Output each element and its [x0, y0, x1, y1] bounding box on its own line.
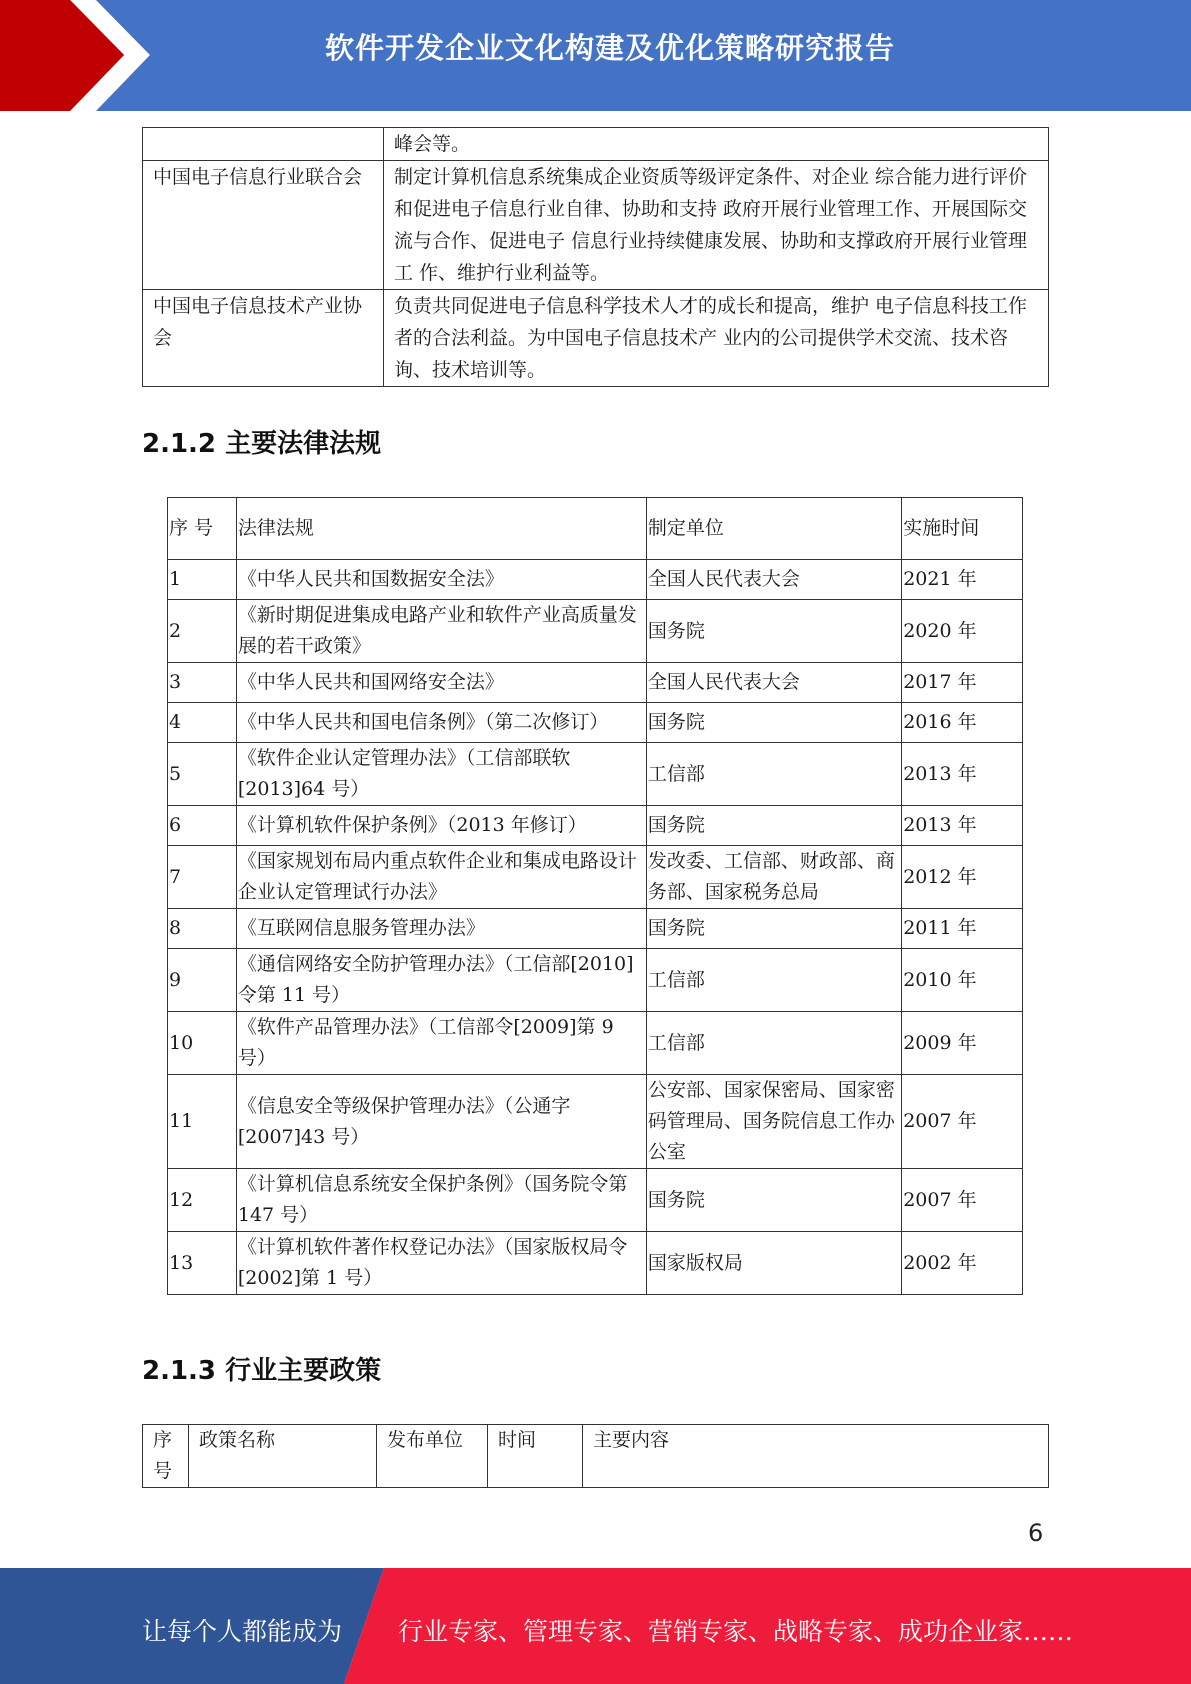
law-date-cell: 2020 年 — [902, 600, 1023, 663]
org-name-cell — [143, 128, 384, 161]
law-unit-cell: 工信部 — [646, 743, 901, 806]
law-name-cell: 《信息安全等级保护管理办法》（公通字[2007]43 号） — [236, 1075, 646, 1169]
law-unit-cell: 国务院 — [646, 600, 901, 663]
law-name-text: 《中华人民共和国电信条例》（第二次修订） — [237, 711, 609, 733]
table-row — [168, 663, 1023, 703]
header-banner — [0, 0, 1191, 111]
law-name-cell: 《软件企业认定管理办法》（工信部联软[2013]64 号） — [236, 743, 646, 806]
table-row — [168, 1169, 1023, 1232]
footer-banner — [0, 1568, 1191, 1684]
law-date-cell: 2016 年 — [902, 703, 1023, 743]
header-cell-date: 实施时间 — [902, 498, 1023, 560]
law-unit-cell: 国务院 — [646, 1169, 901, 1232]
law-date-cell: 2007 年 — [902, 1075, 1023, 1169]
header-cell-no: 序号 — [143, 1425, 189, 1488]
org-name-cell: 中国电子信息技术产业协会 — [143, 290, 384, 387]
law-date-cell: 2011 年 — [902, 909, 1023, 949]
law-unit-cell: 全国人民代表大会 — [646, 560, 901, 600]
law-name-cell: 《计算机软件保护条例》（2013 年修订） — [236, 806, 646, 846]
law-no-cell: 11 — [168, 1075, 237, 1169]
law-no-cell: 4 — [168, 703, 237, 743]
table-row — [168, 806, 1023, 846]
law-name-cell: 《计算机软件著作权登记办法》（国家版权局令[2002]第 1 号） — [236, 1232, 646, 1295]
table-row — [168, 703, 1023, 743]
industry-association-table — [142, 127, 1049, 387]
law-no-cell: 5 — [168, 743, 237, 806]
law-no-cell: 7 — [168, 846, 237, 909]
law-unit-cell: 国务院 — [646, 806, 901, 846]
section-heading-policies: 2.1.3 行业主要政策 — [142, 1356, 382, 1386]
law-unit-cell: 国家版权局 — [646, 1232, 901, 1295]
table-row — [168, 1012, 1023, 1075]
law-name-cell: 《互联网信息服务管理办法》 — [236, 909, 646, 949]
law-no-cell: 2 — [168, 600, 237, 663]
law-date-cell: 2013 年 — [902, 743, 1023, 806]
header-cell-publisher: 发布单位 — [377, 1425, 488, 1488]
header-cell-law: 法律法规 — [236, 498, 646, 560]
law-date-cell: 2010 年 — [902, 949, 1023, 1012]
law-name-cell: 《新时期促进集成电路产业和软件产业高质量发展的若干政策》 — [236, 600, 646, 663]
document-title: 软件开发企业文化构建及优化策略研究报告 — [324, 31, 895, 65]
industry-policy-table — [142, 1424, 1049, 1488]
law-unit-cell: 发改委、工信部、财政部、商务部、国家税务总局 — [646, 846, 901, 909]
law-date-cell: 2013 年 — [902, 806, 1023, 846]
table-header-row — [168, 498, 1023, 560]
table-row — [168, 1232, 1023, 1295]
law-date-cell: 2009 年 — [902, 1012, 1023, 1075]
law-no-cell: 12 — [168, 1169, 237, 1232]
law-unit-cell: 全国人民代表大会 — [646, 663, 901, 703]
law-no-cell: 9 — [168, 949, 237, 1012]
law-date-cell: 2012 年 — [902, 846, 1023, 909]
law-no-cell: 1 — [168, 560, 237, 600]
header-cell-content: 主要内容 — [583, 1425, 1049, 1488]
law-unit-cell: 国务院 — [646, 909, 901, 949]
law-date-cell: 2021 年 — [902, 560, 1023, 600]
law-no-cell: 3 — [168, 663, 237, 703]
law-date-cell: 2017 年 — [902, 663, 1023, 703]
table-row — [168, 560, 1023, 600]
header-cell-no: 序 号 — [168, 498, 237, 560]
table-row — [143, 290, 1049, 387]
law-name-cell: 《中华人民共和国网络安全法》 — [236, 663, 646, 703]
org-description-cell: 峰会等。 — [384, 128, 1049, 161]
header-cell-policy-name: 政策名称 — [189, 1425, 377, 1488]
law-date-cell: 2002 年 — [902, 1232, 1023, 1295]
table-row — [168, 743, 1023, 806]
laws-regulations-table — [167, 497, 1023, 1295]
header-cell-unit: 制定单位 — [646, 498, 901, 560]
table-row — [168, 1075, 1023, 1169]
law-unit-cell: 国务院 — [646, 703, 901, 743]
law-name-cell: 《中华人民共和国数据安全法》 — [236, 560, 646, 600]
footer-slogan-right: 行业专家、管理专家、营销专家、战略专家、成功企业家…… — [398, 1617, 1074, 1646]
header-cell-time: 时间 — [488, 1425, 583, 1488]
table-row — [143, 161, 1049, 290]
law-no-cell: 10 — [168, 1012, 237, 1075]
law-name-cell: 《计算机信息系统安全保护条例》（国务院令第 147 号） — [236, 1169, 646, 1232]
law-no-cell: 8 — [168, 909, 237, 949]
law-unit-cell: 工信部 — [646, 949, 901, 1012]
table-row — [168, 949, 1023, 1012]
law-name-cell: 《通信网络安全防护管理办法》（工信部[2010]令第 11 号） — [236, 949, 646, 1012]
table-row — [168, 909, 1023, 949]
table-row — [143, 128, 1049, 161]
law-name-cell — [236, 703, 646, 743]
table-row — [168, 846, 1023, 909]
law-no-cell: 13 — [168, 1232, 237, 1295]
law-name-cell: 《软件产品管理办法》（工信部令[2009]第 9 号） — [236, 1012, 646, 1075]
law-no-cell: 6 — [168, 806, 237, 846]
law-date-cell: 2007 年 — [902, 1169, 1023, 1232]
table-header-row — [143, 1425, 1049, 1488]
page-number: 6 — [1028, 1519, 1044, 1547]
table-row — [168, 600, 1023, 663]
org-name-cell: 中国电子信息行业联合会 — [143, 161, 384, 290]
org-description-cell: 负责共同促进电子信息科学技术人才的成长和提高，维护 电子信息科技工作者的合法利益。为中国电子信息技术产 业内的公司提供学术交流、技术咨询、技术培训等。 — [384, 290, 1049, 387]
section-heading-laws: 2.1.2 主要法律法规 — [142, 429, 382, 459]
footer-slogan-left: 让每个人都能成为 — [142, 1617, 343, 1646]
law-unit-cell: 公安部、国家保密局、国家密码管理局、国务院信息工作办公室 — [646, 1075, 901, 1169]
law-name-cell: 《国家规划布局内重点软件企业和集成电路设计企业认定管理试行办法》 — [236, 846, 646, 909]
org-description-cell: 制定计算机信息系统集成企业资质等级评定条件、对企业 综合能力进行评价和促进电子信息行业自律、协助和支持 政府开展行业管理工作、开展国际交流与合作、促进电子 信息行业持续健康发展、协助和支撑政府开展行业管理工 作、维护行业利益等。 — [384, 161, 1049, 290]
law-unit-cell: 工信部 — [646, 1012, 901, 1075]
